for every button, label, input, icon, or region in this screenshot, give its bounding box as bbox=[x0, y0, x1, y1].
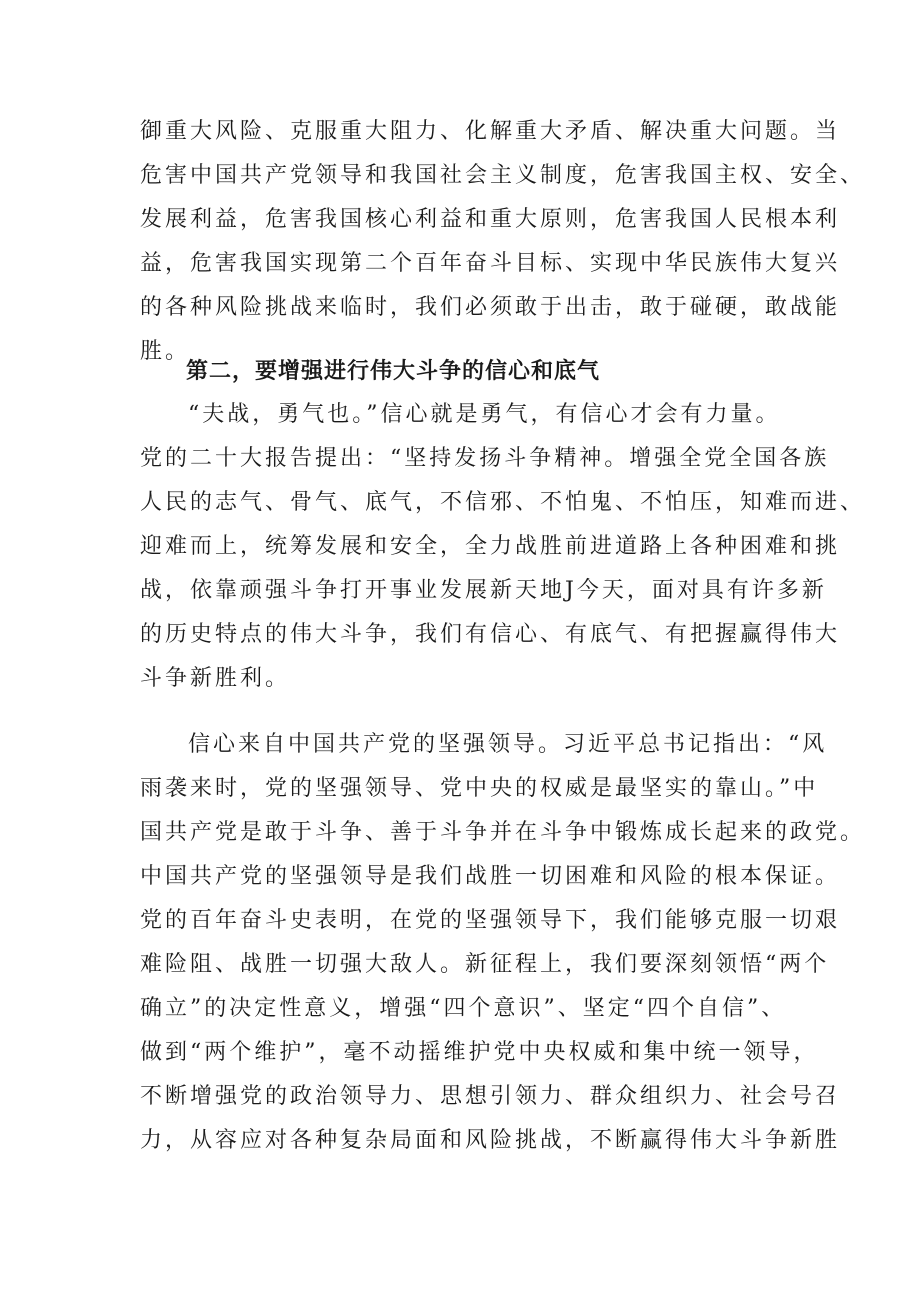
paragraph-line: 迎难而上，统筹发展和安全，全力战胜前进道路上各种困难和挑 bbox=[140, 534, 841, 559]
paragraph-line: 斗争新胜利。 bbox=[140, 666, 291, 691]
paragraph-line: 的各种风险挑战来临时，我们必须敢于出击，敢于碰硬，敢战能 bbox=[140, 295, 841, 320]
paragraph-line: 战，依靠顽强斗争打开事业发展新天地J今天，面对具有许多新 bbox=[140, 578, 827, 603]
paragraph-line: “夫战，勇气也。”信心就是勇气，有信心才会有力量。 bbox=[188, 402, 781, 427]
paragraph-2 bbox=[140, 393, 866, 701]
paragraph-line: 不断增强党的政治领导力、思想引领力、群众组织力、社会号召 bbox=[140, 1084, 841, 1109]
paragraph-line: 雨袭来时，党的坚强领导、党中央的权威是最坚实的靠山。”中 bbox=[140, 776, 819, 801]
paragraph-line: 做到“两个维护”，毫不动摇维护党中央权威和集中统一领导， bbox=[140, 1040, 819, 1065]
paragraph-line: 益，危害我国实现第二个百年奋斗目标、实现中华民族伟大复兴 bbox=[140, 251, 841, 276]
paragraph-line: 确立”的决定性意义，增强“四个意识”、坚定“四个自信”、 bbox=[140, 996, 787, 1021]
paragraph-line: 危害中国共产党领导和我国社会主义制度，危害我国主权、安全、 bbox=[140, 163, 866, 188]
paragraph-line: 党的百年奋斗史表明，在党的坚强领导下，我们能够克服一切艰 bbox=[140, 908, 841, 933]
paragraph-line: 国共产党是敢于斗争、善于斗争并在斗争中锻炼成长起来的政党。 bbox=[140, 820, 866, 845]
paragraph-line: 胜。 bbox=[140, 339, 191, 364]
paragraph-line: 难险阻、战胜一切强大敌人。新征程上，我们要深刻领悟“两个 bbox=[140, 952, 830, 977]
paragraph-line: 中国共产党的坚强领导是我们战胜一切困难和风险的根本保证。 bbox=[140, 864, 841, 889]
paragraph-line: 发展利益，危害我国核心利益和重大原则，危害我国人民根本利 bbox=[140, 207, 841, 232]
paragraph-line: 党的二十大报告提出：“坚持发扬斗争精神。增强全党全国各族 bbox=[140, 446, 830, 471]
paragraph-line: 御重大风险、克服重大阻力、化解重大矛盾、解决重大问题。当 bbox=[140, 119, 841, 144]
paragraph-1 bbox=[140, 110, 866, 374]
paragraph-line: 人民的志气、骨气、底气，不信邪、不怕鬼、不怕压，知难而进、 bbox=[140, 490, 866, 515]
paragraph-line: 力，从容应对各种复杂局面和风险挑战，不断赢得伟大斗争新胜 bbox=[140, 1128, 841, 1153]
section-heading: 第二，要增强进行伟大斗争的信心和底气 bbox=[186, 359, 601, 384]
paragraph-line: 信心来自中国共产党的坚强领导。习近平总书记指出：“风 bbox=[188, 732, 828, 757]
paragraph-3 bbox=[140, 723, 866, 1163]
paragraph-line: 的历史特点的伟大斗争，我们有信心、有底气、有把握赢得伟大 bbox=[140, 622, 841, 647]
